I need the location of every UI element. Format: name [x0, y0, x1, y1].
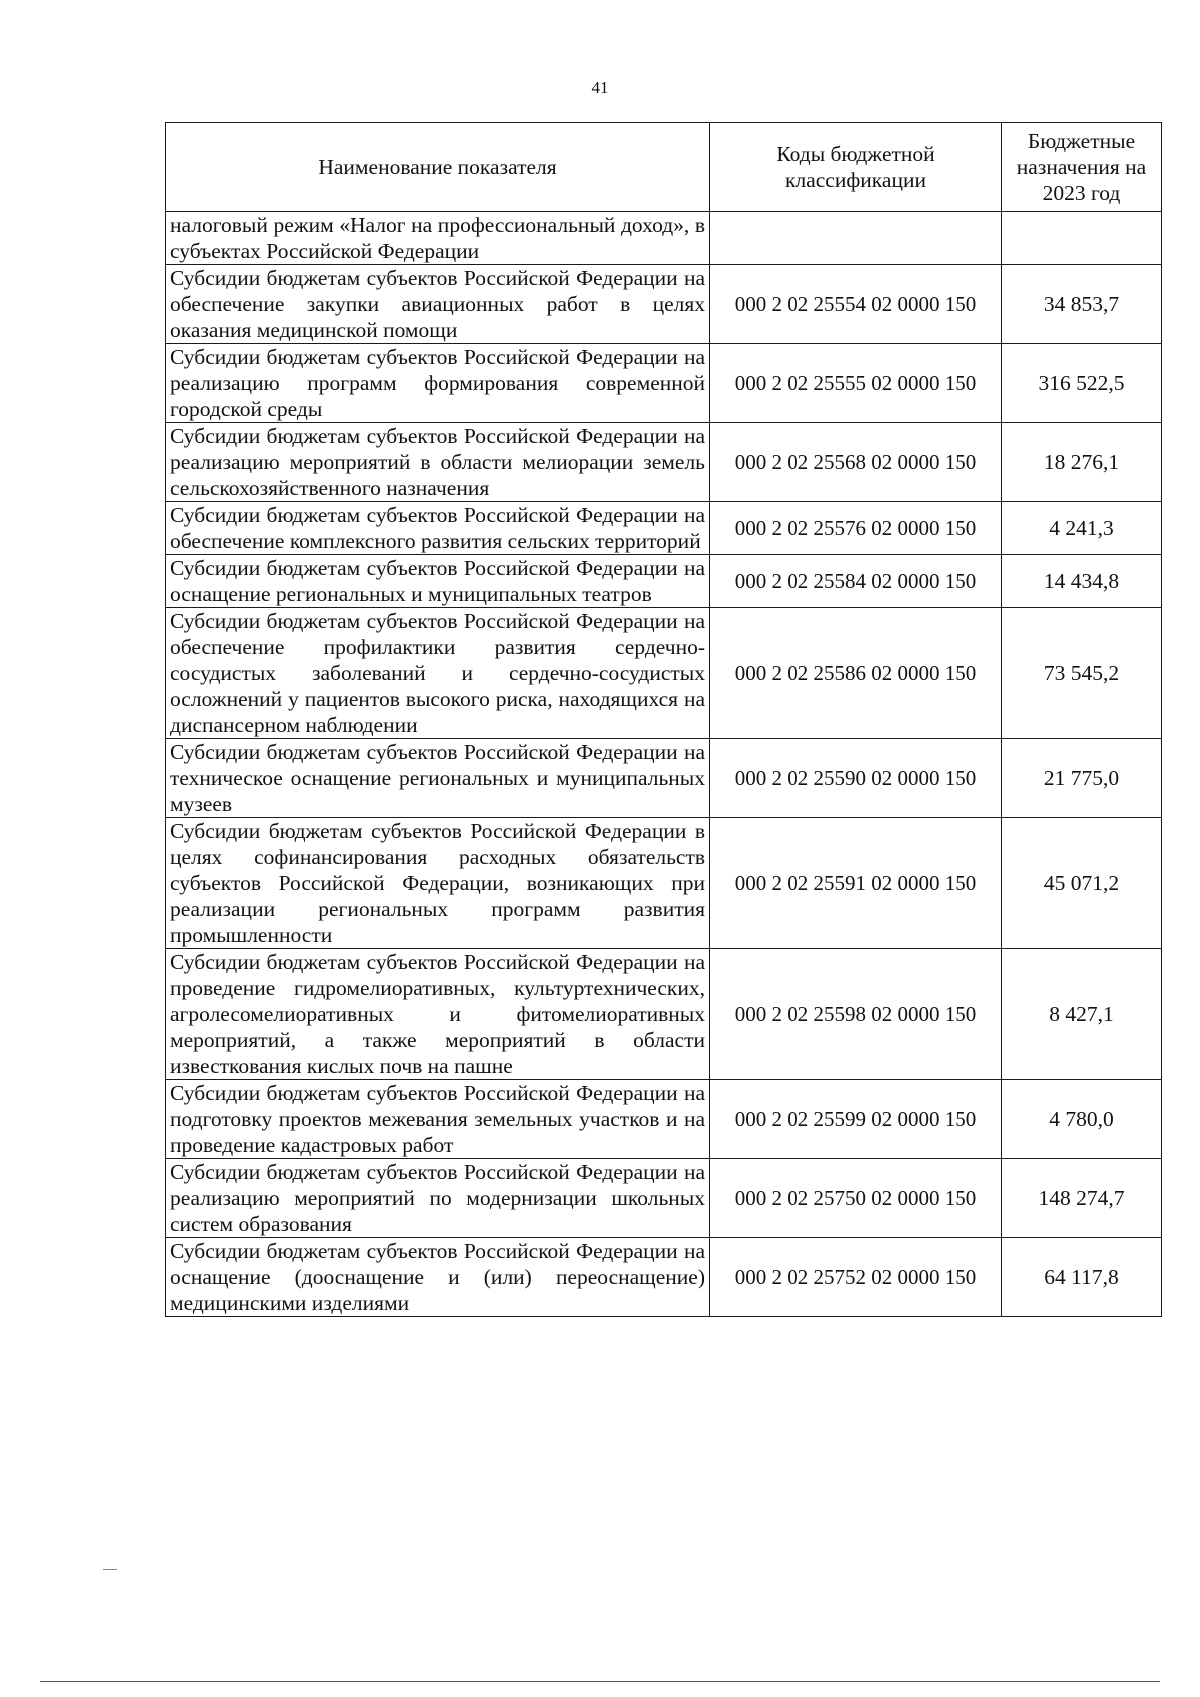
header-name: Наименование показателя [166, 123, 710, 212]
page-number: 41 [591, 78, 609, 97]
indicator-name: Субсидии бюджетам субъектов Российской Федерации на обеспечение комплексного развития сельских территорий [166, 502, 710, 555]
budget-amount: 316 522,5 [1002, 344, 1162, 423]
indicator-name: Субсидии бюджетам субъектов Российской Федерации на обеспечение закупки авиационных работ в целях оказания медицинской помощи [166, 265, 710, 344]
table-row [166, 265, 1162, 344]
budget-amount: 14 434,8 [1002, 555, 1162, 608]
budget-amount: 8 427,1 [1002, 949, 1162, 1080]
budget-code: 000 2 02 25752 02 0000 150 [710, 1238, 1002, 1317]
budget-table [165, 122, 1162, 1317]
budget-amount: 4 241,3 [1002, 502, 1162, 555]
indicator-name: Субсидии бюджетам субъектов Российской Федерации на оснащение региональных и муниципальных театров [166, 555, 710, 608]
budget-code: 000 2 02 25586 02 0000 150 [710, 608, 1002, 739]
indicator-name: налоговый режим «Налог на профессиональный доход», в субъектах Российской Федерации [166, 212, 710, 265]
budget-code: 000 2 02 25555 02 0000 150 [710, 344, 1002, 423]
budget-amount: 4 780,0 [1002, 1080, 1162, 1159]
indicator-name: Субсидии бюджетам субъектов Российской Федерации на реализацию мероприятий по модернизации школьных систем образования [166, 1159, 710, 1238]
indicator-name: Субсидии бюджетам субъектов Российской Федерации на техническое оснащение региональных и муниципальных музеев [166, 739, 710, 818]
budget-amount: 21 775,0 [1002, 739, 1162, 818]
indicator-name: Субсидии бюджетам субъектов Российской Федерации в целях софинансирования расходных обязательств субъектов Российской Федерации, возникающих при реализации региональных программ развития промышленности [166, 818, 710, 949]
table-row [166, 608, 1162, 739]
budget-code: 000 2 02 25591 02 0000 150 [710, 818, 1002, 949]
table-row [166, 818, 1162, 949]
indicator-name: Субсидии бюджетам субъектов Российской Федерации на обеспечение профилактики развития сердечно-сосудистых заболеваний и сердечно-сосудистых осложнений у пациентов высокого риска, находящихся на диспансерном наблюдении [166, 608, 710, 739]
table-row [166, 502, 1162, 555]
header-code: Коды бюджетной классификации [710, 123, 1002, 212]
header-row [166, 123, 1162, 212]
header-sum: Бюджетные назначения на 2023 год [1002, 123, 1162, 212]
bottom-rule [40, 1681, 1160, 1682]
budget-code [710, 212, 1002, 265]
indicator-name: Субсидии бюджетам субъектов Российской Федерации на проведение гидромелиоративных, культуртехнических, агролесомелиоративных и фитомелиоративных мероприятий, а также мероприятий в области известкования кислых почв на пашне [166, 949, 710, 1080]
budget-amount: 18 276,1 [1002, 423, 1162, 502]
margin-mark [103, 1569, 117, 1570]
table-row [166, 344, 1162, 423]
indicator-name: Субсидии бюджетам субъектов Российской Федерации на подготовку проектов межевания земельных участков и на проведение кадастровых работ [166, 1080, 710, 1159]
budget-code: 000 2 02 25599 02 0000 150 [710, 1080, 1002, 1159]
table-header [166, 123, 1162, 212]
table-row [166, 1238, 1162, 1317]
budget-amount: 148 274,7 [1002, 1159, 1162, 1238]
table-row [166, 212, 1162, 265]
table-row [166, 949, 1162, 1080]
budget-code: 000 2 02 25554 02 0000 150 [710, 265, 1002, 344]
indicator-name: Субсидии бюджетам субъектов Российской Федерации на реализацию программ формирования современной городской среды [166, 344, 710, 423]
indicator-name: Субсидии бюджетам субъектов Российской Федерации на реализацию мероприятий в области мелиорации земель сельскохозяйственного назначения [166, 423, 710, 502]
table-row [166, 739, 1162, 818]
budget-amount: 64 117,8 [1002, 1238, 1162, 1317]
budget-amount: 45 071,2 [1002, 818, 1162, 949]
table-body [166, 212, 1162, 1317]
budget-code: 000 2 02 25590 02 0000 150 [710, 739, 1002, 818]
table-row [166, 1080, 1162, 1159]
table-row [166, 1159, 1162, 1238]
budget-code: 000 2 02 25750 02 0000 150 [710, 1159, 1002, 1238]
indicator-name: Субсидии бюджетам субъектов Российской Федерации на оснащение (дооснащение и (или) переоснащение) медицинскими изделиями [166, 1238, 710, 1317]
budget-code: 000 2 02 25584 02 0000 150 [710, 555, 1002, 608]
budget-amount: 34 853,7 [1002, 265, 1162, 344]
budget-amount: 73 545,2 [1002, 608, 1162, 739]
table-row [166, 555, 1162, 608]
budget-amount [1002, 212, 1162, 265]
budget-code: 000 2 02 25568 02 0000 150 [710, 423, 1002, 502]
table-row [166, 423, 1162, 502]
budget-code: 000 2 02 25576 02 0000 150 [710, 502, 1002, 555]
budget-code: 000 2 02 25598 02 0000 150 [710, 949, 1002, 1080]
